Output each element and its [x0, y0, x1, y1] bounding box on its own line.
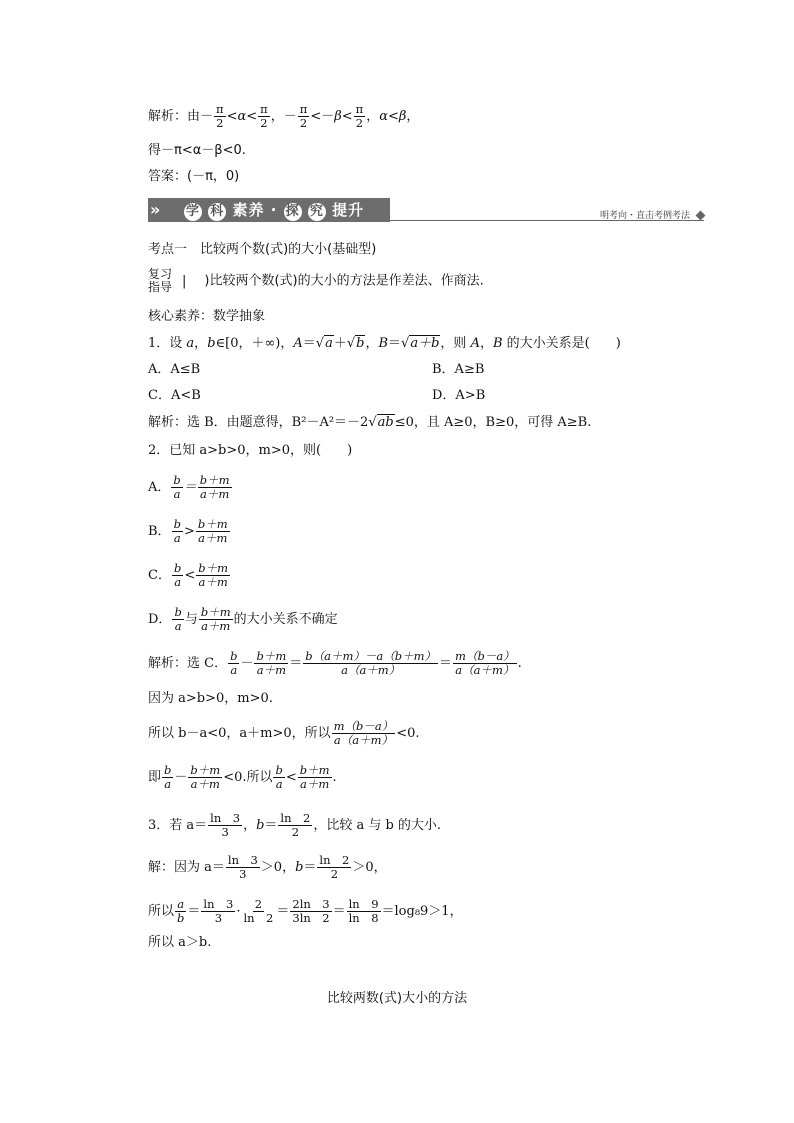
review-line: 复习 指导 | )比较两个数(式)的大小的方法是作差法、作商法.	[148, 267, 484, 294]
diamond-icon	[696, 211, 706, 221]
banner-char: 素养	[232, 201, 265, 219]
q2-ji-tail: .	[332, 770, 337, 785]
intro-result: 得－π<α－β<0.	[148, 143, 246, 158]
solution-prefix: 解析：由－	[148, 109, 214, 124]
review-tag	[148, 268, 172, 294]
q2-stem: 2．已知 a>b>0，m>0，则( )	[148, 443, 353, 458]
q2-solution-prefix: 解析：选 C．	[148, 656, 228, 671]
section-banner	[148, 198, 704, 224]
q2-label-d: D．	[148, 612, 172, 627]
banner-title	[184, 200, 364, 221]
q3-solution: 解：因为 a＝ $\frac{\ln 3}{3}$ ＞0，b＝ $\frac{\ln 2}{2}$ ＞0，	[148, 853, 387, 881]
q3-prefix: 3．若 a＝	[148, 818, 208, 833]
q3-sol-tail: ＞0，	[352, 860, 387, 875]
review-tag-top: 复习	[148, 267, 173, 281]
q2-so-prefix: 所以 b－a<0，a＋m>0，所以	[148, 726, 331, 741]
fraction	[214, 103, 226, 130]
q2-option-d-tail: 的大小关系不确定	[233, 612, 338, 627]
q3-tail: ，比较 a 与 b 的大小.	[313, 818, 442, 833]
q3-conclusion: 所以 a＞b.	[148, 935, 212, 950]
q2-therefore: 即 $\frac{b}{a}$ － $\frac{b+m}{a+m}$ <0.所以 $\frac{b}{a}$ < $\frac{b+m}{a+m}$ .	[148, 763, 337, 791]
q3-sol-prefix: 解：因为 a＝	[148, 860, 225, 875]
review-text: )比较两个数(式)的大小的方法是作差法、作商法.	[204, 273, 484, 289]
q1-stem: 1．设 a，b∈[0，＋∞)，A＝√a＋√b，B＝√a＋b，则 A，B 的大小关系是( )	[148, 336, 621, 351]
fraction	[354, 103, 366, 130]
q2-option-d: D． $\frac{b}{a}$ 与 $\frac{b+m}{a+m}$ 的大小关系不确定	[148, 605, 338, 633]
denominator: 2	[216, 116, 224, 130]
q1-option-b: B．A≥B	[432, 362, 485, 377]
q1-solution-tail: ≤0，且 A≥0，B≥0，可得 A≥B.	[394, 415, 592, 430]
q1-prefix: 1．设	[148, 336, 187, 351]
q2-solution: 解析：选 C． $\frac{b}{a}$ － $\frac{b+m}{a+m}$ ＝ $\frac{b(a+m)-a(b+m)}{a(a+m)}$ ＝ $\frac{m(b-a)}{a(a+m)}$ .	[148, 649, 522, 677]
banner-char: 究	[309, 204, 324, 219]
review-tag-bottom: 指导	[148, 280, 173, 294]
q3-ratio: 所以 $\frac{a}{b}$ ＝ $\frac{\ln 3}{3}$ · $\frac{2}{\ln 2}$ ＝ $\frac{2\ln 3}{3\ln 2}$ ＝ $\frac{\ln 9}{\ln 8}$ ＝log₈9＞1，	[148, 897, 463, 925]
banner-char: ·	[270, 201, 278, 219]
q2-label-b: B．	[148, 524, 171, 539]
q3-stem: 3．若 a＝ $\frac{\ln 3}{3}$ ，b＝ $\frac{\ln 2}{2}$ ，比较 a 与 b 的大小.	[148, 811, 442, 839]
q2-ji-mid: <0.所以	[223, 770, 273, 785]
topic-heading: 考点一 比较两个数(式)的大小(基础型)	[148, 242, 377, 257]
q1-solution-text: 解析：选 B．由题意得，B²－A²＝－2	[148, 415, 369, 430]
q2-label-a: A．	[148, 480, 171, 495]
double-chevron-icon: »	[150, 200, 161, 219]
fraction	[258, 103, 270, 130]
q1-solution: 解析：选 B．由题意得，B²－A²＝－2√ab≤0，且 A≥0，B≥0，可得 A≥B.	[148, 415, 592, 430]
denominator: 2	[299, 116, 308, 130]
banner-char: 提升	[332, 201, 365, 219]
banner-char: 探	[285, 204, 300, 219]
banner-subtitle: 明考向・直击考例考法	[599, 211, 690, 221]
banner-char: 科	[210, 204, 225, 219]
intro-answer: 答案：(－π，0)	[148, 169, 240, 184]
numerator: π	[355, 102, 364, 116]
q2-so: 所以 b－a<0，a＋m>0，所以 $\frac{m(b-a)}{a(a+m)}$ <0.	[148, 719, 420, 747]
banner-char: 学	[185, 204, 200, 219]
numerator: π	[299, 102, 308, 116]
footer-caption: 比较两数(式)大小的方法	[326, 991, 468, 1006]
q1-option-a: A．A≤B	[148, 362, 201, 377]
q2-option-a: A． $\frac{b}{a}$ ＝ $\frac{b+m}{a+m}$	[148, 473, 230, 501]
numerator: π	[260, 102, 268, 116]
denominator: 2	[355, 116, 364, 130]
q1-option-c: C．A<B	[148, 388, 201, 403]
literacy: 核心素养：数学抽象	[148, 309, 266, 324]
q2-ji-prefix: 即	[148, 770, 162, 785]
q3-ratio-tail: ＝log₈9＞1，	[381, 904, 463, 919]
q1-suffix: 的大小关系是( )	[506, 336, 621, 351]
q2-label-c: C．	[148, 568, 171, 583]
q2-option-c: C． $\frac{b}{a}$ < $\frac{b+m}{a+m}$	[148, 561, 229, 589]
q2-so-tail: <0.	[396, 726, 420, 741]
q2-because: 因为 a>b>0，m>0.	[148, 691, 273, 706]
fraction	[298, 103, 310, 130]
denominator: 2	[260, 116, 268, 130]
q2-option-b: B． $\frac{b}{a}$ > $\frac{b+m}{a+m}$	[148, 517, 228, 545]
numerator: π	[216, 102, 224, 116]
q3-ratio-prefix: 所以	[148, 904, 175, 919]
intro-solution-line: 解析：由－ $\frac{\pi}{2}$ <α< $\frac{\pi}{2}$ ，－ $\frac{\pi}{2}$ <－β< $\frac{\pi}{2}$ ，α<β，	[148, 102, 420, 130]
q1-option-d: D．A>B	[432, 388, 486, 403]
